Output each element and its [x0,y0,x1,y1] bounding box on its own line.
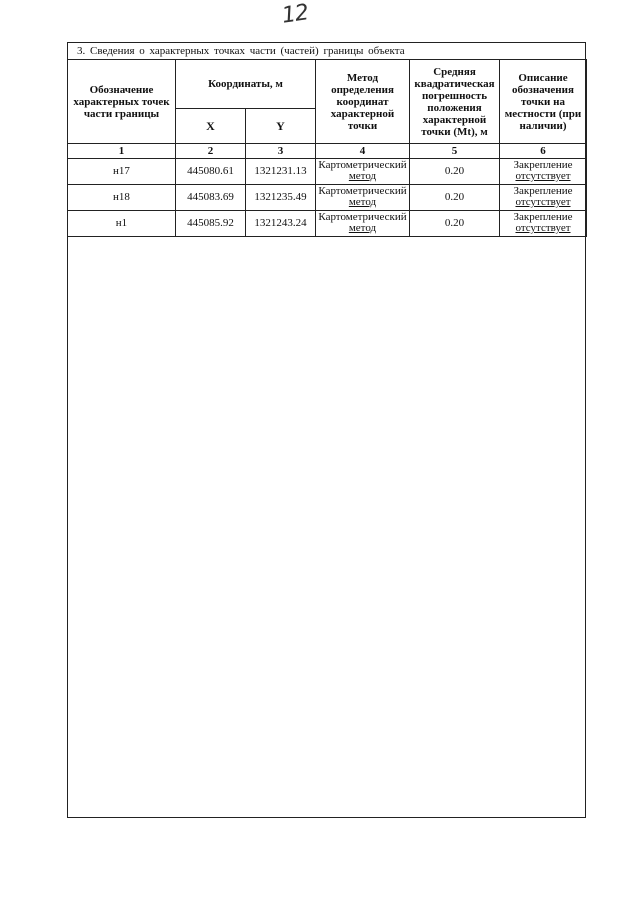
method-line: Картометрический [318,159,407,171]
table-row [68,211,587,237]
column-number: 6 [500,144,587,159]
method-line: метод [348,170,377,182]
mean-square-error: 0.20 [410,185,500,211]
method-line: метод [348,222,377,234]
header-x: X [176,109,246,144]
header-y: Y [246,109,316,144]
header-error: Средняя квадратическая погрешность положения характерной точки (Mt), м [410,60,500,144]
point-designation: н17 [68,159,176,185]
description-line: отсутствует [515,170,571,182]
description-line: отсутствует [515,196,571,208]
method-line: Картометрический [318,211,407,223]
section-title: 3. Сведения о характерных точках части (частей) границы объекта [68,43,585,60]
description-line: Закрепление [513,159,573,171]
point-description [500,159,587,185]
column-number-row [68,144,587,159]
method-line: Картометрический [318,185,407,197]
coordinate-x: 445080.61 [176,159,246,185]
handwritten-page-number: 12 [280,0,310,29]
column-number: 5 [410,144,500,159]
column-number: 2 [176,144,246,159]
point-description [500,211,587,237]
column-number: 3 [246,144,316,159]
header-designation: Обозначение характерных точек части границы [68,60,176,144]
determination-method [316,159,410,185]
point-designation: н18 [68,185,176,211]
coordinate-y: 1321243.24 [246,211,316,237]
table-row [68,159,587,185]
coordinate-x: 445085.92 [176,211,246,237]
column-number: 4 [316,144,410,159]
header-method: Метод определения координат характерной точки [316,60,410,144]
mean-square-error: 0.20 [410,159,500,185]
column-number: 1 [68,144,176,159]
coordinate-y: 1321231.13 [246,159,316,185]
header-coordinates: Координаты, м [176,60,316,109]
coordinate-x: 445083.69 [176,185,246,211]
mean-square-error: 0.20 [410,211,500,237]
coordinate-y: 1321235.49 [246,185,316,211]
description-line: Закрепление [513,211,573,223]
description-line: отсутствует [515,222,571,234]
determination-method [316,211,410,237]
header-description: Описание обозначения точки на местности (при наличии) [500,60,587,144]
description-line: Закрепление [513,185,573,197]
determination-method [316,185,410,211]
method-line: метод [348,196,377,208]
point-designation: н1 [68,211,176,237]
table-row [68,185,587,211]
point-description [500,185,587,211]
characteristic-points-table [67,59,587,237]
